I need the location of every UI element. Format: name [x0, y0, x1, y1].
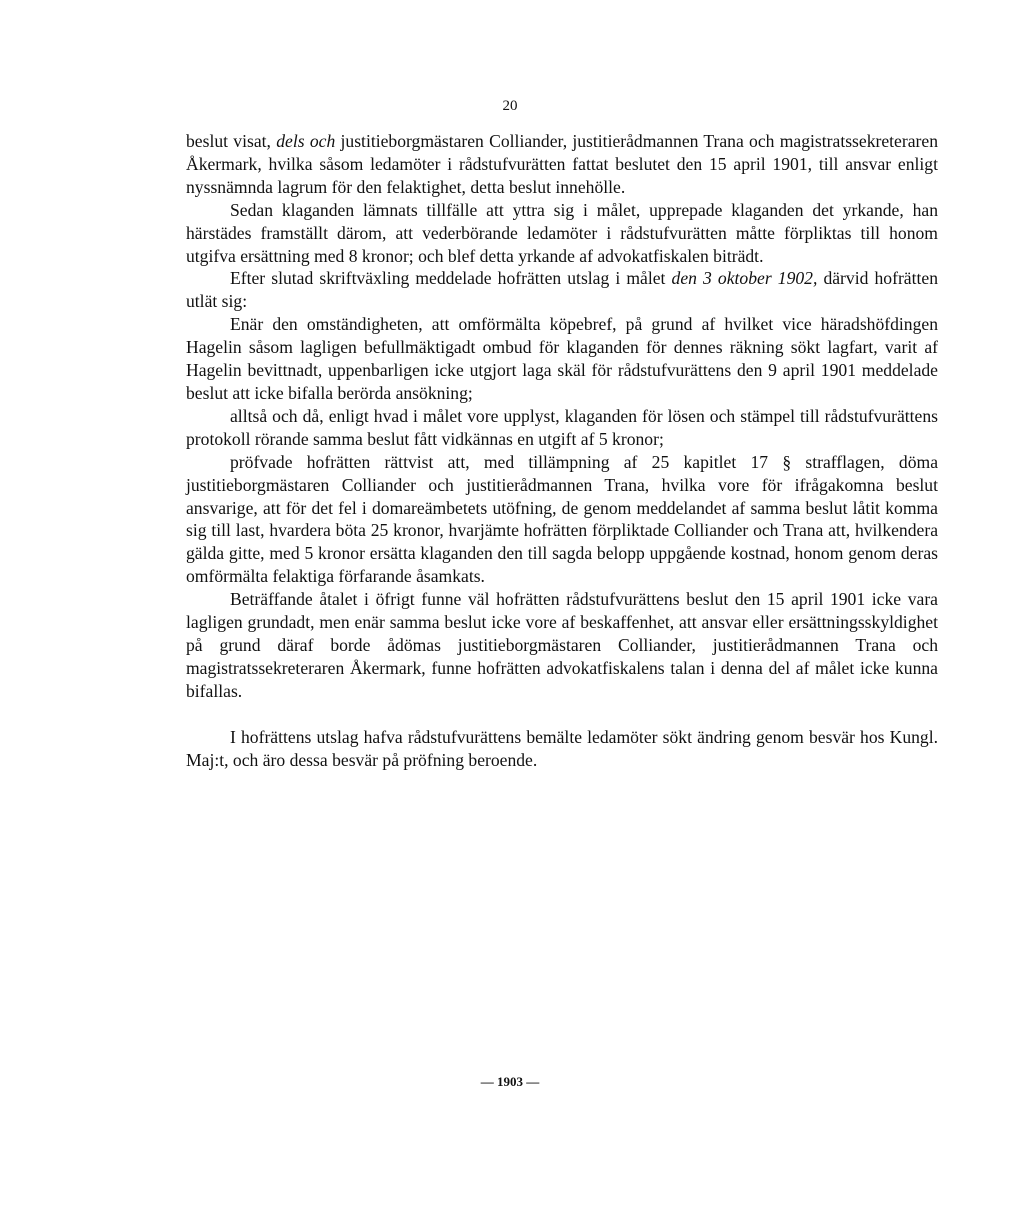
paragraph [186, 130, 938, 199]
paragraph [186, 451, 938, 588]
text-run: Enär den omständigheten, att omförmälta köpebref, på grund af hvilket vice häradshöfdingen Hagelin såsom lagligen befullmäktigadt ombud för klaganden för dennes räkning sökt lagfart, varit af Hagelin bevittnadt, uppenbarligen icke utgjort laga skäl för rådstufvurättens den 9 april 1901 meddelade beslut att icke bifalla berörda ansökning; [186, 314, 938, 403]
text-run: alltså och då, enligt hvad i målet vore upplyst, klaganden för lösen och stämpel till rådstufvurättens protokoll rörande samma beslut fått vidkännas en utgift af 5 kronor; [186, 405, 938, 449]
page-number: 20 [502, 98, 518, 114]
paragraph [186, 405, 938, 451]
text-run: beslut visat, [186, 131, 277, 151]
body-text [186, 130, 938, 771]
italic-text: dels och [276, 131, 336, 151]
text-run: därvid hofrätten utlät sig: [186, 268, 938, 312]
text-run: pröfvade hofrätten rättvist att, med tillämpning af 25 kapitlet 17 § strafflagen, döma justitieborgmästaren Colliander och justitierådmannen Trana, hvilka vore för ifrågakomna beslut ansvarige, att för det fel i domareämbetets utöfning, de genom meddelandet af samma beslut låtit komma sig till last, hvardera böta 25 kronor, hvarjämte hofrätten förpliktade Colliander och Trana att, hvilkendera gälda gitte, med 5 kronor ersätta klaganden den till sagda belopp uppgående kostnad, honom genom deras omförmälta felaktiga förfarande åsamkats. [186, 451, 938, 587]
text-run: I hofrättens utslag hafva rådstufvurättens bemälte ledamöter sökt ändring genom besvär hos Kungl. Maj:t, och äro dessa besvär på pröfning beroende. [186, 726, 938, 770]
text-run: Sedan klaganden lämnats tillfälle att yttra sig i målet, upprepade klaganden det yrkande, han härstädes framställt därom, att vederbörande ledamöter i rådstufvurätten måtte förpliktas till honom utgifva ersättning med 8 kronor; och blef detta yrkande af advokatfiskalen biträdt. [186, 199, 938, 266]
paragraph [186, 313, 938, 405]
paragraph [186, 267, 938, 313]
text-run: Efter slutad skriftväxling meddelade hofrätten utslag i målet [230, 268, 672, 289]
footer-year: — 1903 — [480, 1074, 540, 1089]
paragraph [186, 588, 938, 703]
text-run: Beträffande åtalet i öfrigt funne väl hofrätten rådstufvurättens beslut den 15 april 1901 icke vara lagligen grundadt, men enär samma beslut icke vore af beskaffenhet, att ansvar eller ersättningsskyldighet på grund däraf borde ådömas justitieborgmästaren Colliander, justitierådmannen Trana och magistratssekreteraren Åkermark, funne hofrätten advokatfiskalens talan i denna del af målet icke kunna bifallas. [186, 589, 938, 701]
text-run: justitieborgmästaren Colliander, justitierådmannen Trana och magistratssekreteraren Åkermark, hvilka såsom ledamöter i rådstufvurätten fattat beslutet den 15 april 1901, till ansvar enligt nyssnämnda lagrum för den felaktighet, detta beslut innehölle. [186, 131, 939, 197]
paragraph [186, 199, 938, 268]
italic-text: den 3 oktober 1902, [671, 268, 818, 289]
paragraph [186, 726, 938, 772]
